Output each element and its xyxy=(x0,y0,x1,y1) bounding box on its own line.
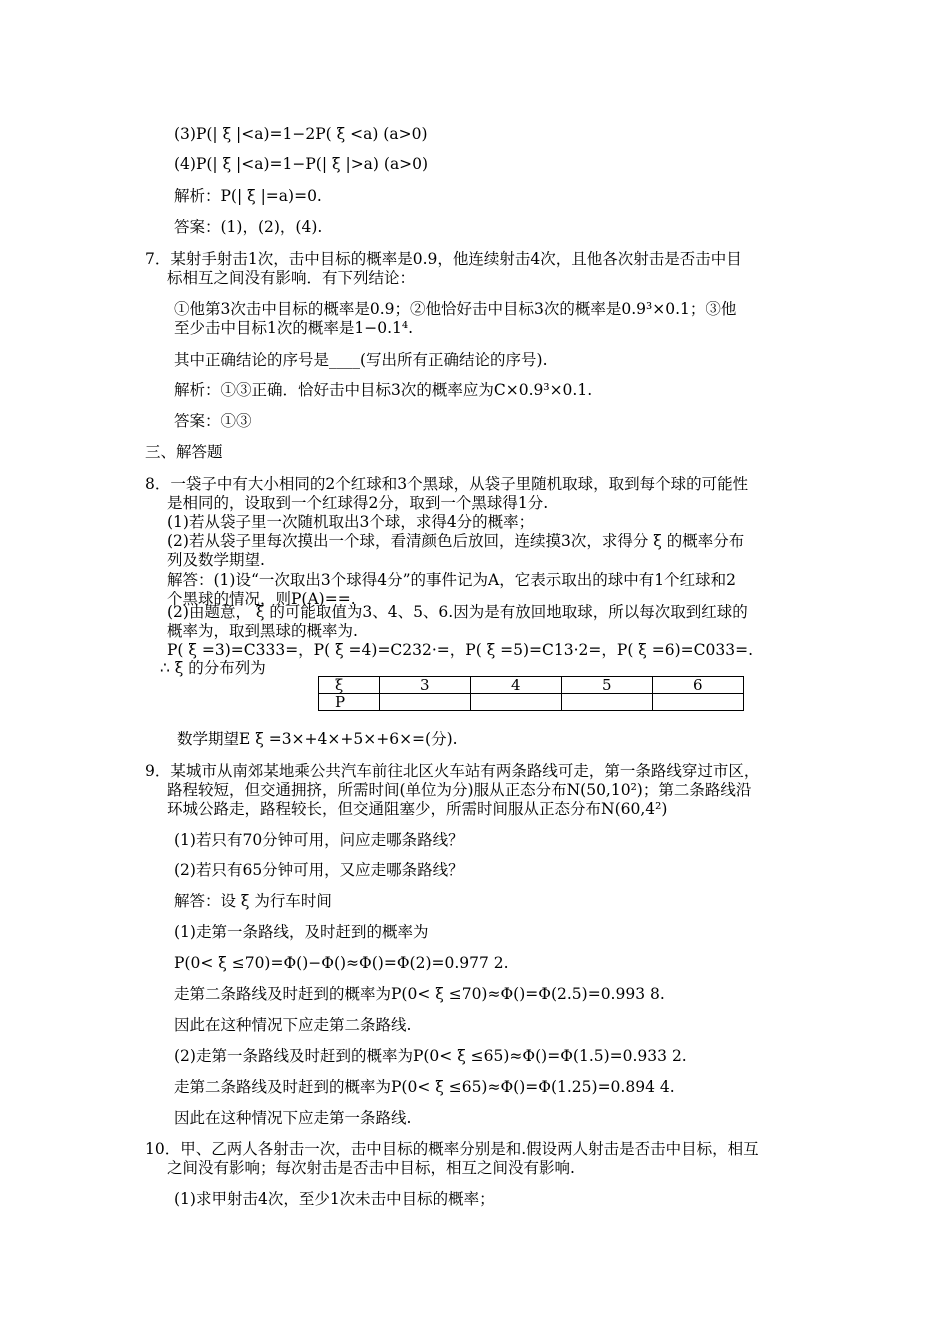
text-line: (1)求甲射击4次，至少1次未击中目标的概率； xyxy=(174,1190,495,1208)
text-line: 是相同的，设取到一个红球得2分，取到一个黑球得1分. xyxy=(167,494,549,512)
table-cell: ξ xyxy=(319,677,380,694)
text-line: P( ξ =3)=C333=，P( ξ =4)=C232·=，P( ξ =5)=C13·2=，P( ξ =6)=C033=. xyxy=(167,641,754,659)
text-line: (4)P(| ξ |<a)=1−P(| ξ |>a) (a>0) xyxy=(174,155,429,173)
text-line: (3)P(| ξ |<a)=1−2P( ξ <a) (a>0) xyxy=(174,125,428,143)
text-line: ①他第3次击中目标的概率是0.9；②他恰好击中目标3次的概率是0.9³×0.1；③他 xyxy=(174,300,737,318)
text-line: (1)走第一条路线，及时赶到的概率为 xyxy=(174,923,429,941)
question-9-line: 9．某城市从南郊某地乘公共汽车前往北区火车站有两条路线可走，第一条路线穿过市区， xyxy=(145,762,760,780)
text-line: P(0< ξ ≤70)=Φ()−Φ()≈Φ()=Φ(2)=0.977 2. xyxy=(174,954,509,972)
distribution-table xyxy=(318,676,744,711)
text-line: 解析：P(| ξ |=a)=0. xyxy=(174,187,322,205)
text-line: (1)若从袋子里一次随机取出3个球，求得4分的概率； xyxy=(167,513,535,531)
question-7-line: 7．某射手射击1次，击中目标的概率是0.9，他连续射击4次，且他各次射击是否击中目 xyxy=(145,250,742,268)
text-line: (1)若只有70分钟可用，问应走哪条路线？ xyxy=(174,831,464,849)
text-line: 其中正确结论的序号是____(写出所有正确结论的序号). xyxy=(174,351,548,369)
text-line: 答案：(1)，(2)，(4). xyxy=(174,218,323,236)
text-line: ∴ ξ 的分布列为 xyxy=(160,659,266,677)
text-line: 因此在这种情况下应走第一条路线. xyxy=(174,1109,412,1127)
text-line: 数学期望E ξ =3×+4×+5×+6×=(分). xyxy=(177,730,458,748)
text-line: 环城公路走，路程较长，但交通阻塞少，所需时间服从正态分布N(60,4²) xyxy=(167,800,668,818)
text-line: 走第二条路线及时赶到的概率为P(0< ξ ≤65)≈Φ()=Φ(1.25)=0.894 4. xyxy=(174,1078,675,1096)
text-line: 走第二条路线及时赶到的概率为P(0< ξ ≤70)≈Φ()=Φ(2.5)=0.993 8. xyxy=(174,985,665,1003)
text-line: 列及数学期望. xyxy=(167,551,265,569)
table-cell xyxy=(562,694,653,711)
section-heading: 三、解答题 xyxy=(145,443,223,461)
text-line: 解答：(1)设“一次取出3个球得4分”的事件记为A，它表示取出的球中有1个红球和2 xyxy=(167,571,736,589)
text-line: 解析：①③正确．恰好击中目标3次的概率应为C×0.9³×0.1. xyxy=(174,381,593,399)
text-line: (2)若从袋子里每次摸出一个球，看清颜色后放回，连续摸3次，求得分 ξ 的概率分布 xyxy=(167,532,745,550)
text-line: (2)走第一条路线及时赶到的概率为P(0< ξ ≤65)≈Φ()=Φ(1.5)=0.933 2. xyxy=(174,1047,687,1065)
table-cell: P xyxy=(319,694,380,711)
text-line: (2)由题意， ξ 的可能取值为3、4、5、6.因为是有放回地取球，所以每次取到红球的 xyxy=(167,603,748,621)
text-line: 解答：设 ξ 为行车时间 xyxy=(174,892,332,910)
text-line: 路程较短，但交通拥挤，所需时间(单位为分)服从正态分布N(50,10²)；第二条路线沿 xyxy=(167,781,752,799)
table-cell xyxy=(653,694,744,711)
text-line: 至少击中目标1次的概率是1−0.1⁴. xyxy=(174,319,414,337)
text-line: 标相互之间没有影响．有下列结论： xyxy=(167,269,416,287)
text-line: (2)若只有65分钟可用，又应走哪条路线？ xyxy=(174,861,464,879)
text-line: 个黑球的情况，则P(A)==. xyxy=(167,590,356,608)
table-row xyxy=(319,694,744,711)
text-line: 概率为，取到黑球的概率为. xyxy=(167,622,358,640)
table-cell: 3 xyxy=(380,677,471,694)
table-cell: 5 xyxy=(562,677,653,694)
table-cell xyxy=(380,694,471,711)
question-8-line: 8．一袋子中有大小相同的2个红球和3个黑球，从袋子里随机取球，取到每个球的可能性 xyxy=(145,475,749,493)
text-line: 答案：①③ xyxy=(174,412,252,430)
question-10-line: 10．甲、乙两人各射击一次，击中目标的概率分别是和.假设两人射击是否击中目标，相互 xyxy=(145,1140,759,1158)
table-cell: 4 xyxy=(471,677,562,694)
table-cell: 6 xyxy=(653,677,744,694)
table-row xyxy=(319,677,744,694)
text-line: 因此在这种情况下应走第二条路线. xyxy=(174,1016,412,1034)
table-cell xyxy=(471,694,562,711)
text-line: 之间没有影响；每次射击是否击中目标，相互之间没有影响. xyxy=(167,1159,575,1177)
